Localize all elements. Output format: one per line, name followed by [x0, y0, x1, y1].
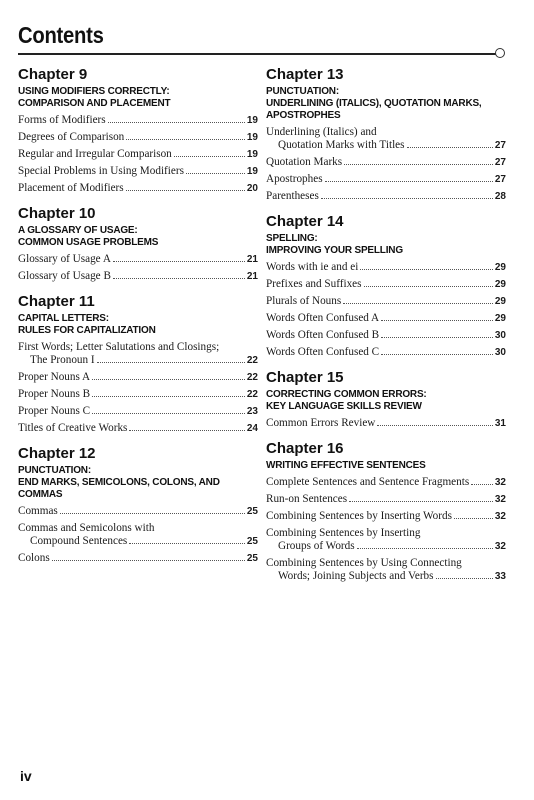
toc-entry-row	[18, 354, 258, 367]
toc-entry-text: Commas	[18, 505, 58, 517]
toc-entry-text: Words with ie and ei	[266, 261, 359, 273]
chapter-title: Chapter 15	[266, 369, 344, 386]
toc-entry[interactable]	[266, 510, 506, 523]
toc-entry-row	[266, 139, 506, 152]
toc-entry[interactable]	[266, 493, 506, 506]
toc-entry-page: 19	[246, 115, 258, 126]
toc-entry-page: 21	[246, 254, 258, 265]
toc-entry-text: Compound Sentences	[30, 535, 128, 547]
toc-entry-row	[266, 261, 506, 274]
toc-entry-text: The Pronoun I	[30, 354, 95, 366]
dot-leader	[92, 379, 245, 380]
dot-leader	[381, 320, 493, 321]
dot-leader	[129, 543, 245, 544]
toc-entry[interactable]	[266, 527, 506, 553]
chapter-subtitle-line: IMPROVING YOUR SPELLING	[266, 245, 403, 256]
toc-entry-first-line: Underlining (Italics) and	[266, 126, 377, 138]
chapter-subtitle-line: RULES FOR CAPITALIZATION	[18, 325, 156, 336]
chapter-section	[18, 445, 258, 565]
toc-entry-text: Common Errors Review	[266, 417, 376, 429]
toc-entry-page: 19	[246, 166, 258, 177]
dot-leader	[377, 425, 493, 426]
dot-leader	[113, 261, 245, 262]
toc-entry-page: 23	[246, 406, 258, 417]
toc-entry-row	[18, 182, 258, 195]
toc-entry-text: Special Problems in Using Modifiers	[18, 165, 184, 177]
dot-leader	[52, 560, 245, 561]
toc-entry[interactable]	[18, 422, 258, 435]
chapter-subtitle-line: WRITING EFFECTIVE SENTENCES	[266, 460, 426, 471]
chapter-subtitle	[266, 233, 506, 257]
chapter-subtitle	[18, 465, 258, 501]
toc-entry-text: Words; Joining Subjects and Verbs	[278, 570, 434, 582]
dot-leader	[92, 396, 245, 397]
toc-entry-row	[266, 312, 506, 325]
toc-entry-row	[18, 535, 258, 548]
toc-entry[interactable]	[266, 312, 506, 325]
toc-entry[interactable]	[18, 131, 258, 144]
dot-leader	[360, 269, 493, 270]
toc-entry-page: 22	[246, 355, 258, 366]
toc-entry-page: 27	[494, 157, 506, 168]
toc-entry[interactable]	[266, 278, 506, 291]
toc-entry-text: Apostrophes	[266, 173, 323, 185]
toc-entry-text: Proper Nouns C	[18, 405, 91, 417]
toc-entry[interactable]	[18, 253, 258, 266]
toc-entry-text: Groups of Words	[278, 540, 355, 552]
chapter-subtitle-line: COMMON USAGE PROBLEMS	[18, 237, 159, 248]
toc-entry-row	[266, 173, 506, 186]
dot-leader	[129, 430, 244, 431]
chapter-section	[266, 66, 506, 203]
dot-leader	[344, 164, 493, 165]
toc-entry-page: 32	[494, 541, 506, 552]
chapter-title: Chapter 10	[18, 205, 96, 222]
dot-leader	[92, 413, 245, 414]
toc-entry-row	[18, 422, 258, 435]
toc-entry-page: 32	[494, 494, 506, 505]
toc-entry-page: 28	[494, 191, 506, 202]
chapter-subtitle-line: UNDERLINING (ITALICS), QUOTATION MARKS,	[266, 98, 482, 109]
toc-entry-text: Quotation Marks	[266, 156, 343, 168]
dot-leader	[343, 303, 493, 304]
dot-leader	[364, 286, 493, 287]
toc-entry-text: Degrees of Comparison	[18, 131, 125, 143]
toc-entry-text: Prefixes and Suffixes	[266, 278, 362, 290]
chapter-subtitle-line: CORRECTING COMMON ERRORS:	[266, 389, 427, 400]
toc-entry-row	[18, 405, 258, 418]
toc-entry-row	[18, 552, 258, 565]
toc-entry-text: Regular and Irregular Comparison	[18, 148, 172, 160]
header-rule	[18, 53, 496, 55]
toc-entry-page: 24	[246, 423, 258, 434]
left-column	[18, 66, 258, 575]
page-title: Contents	[18, 22, 104, 48]
chapter-subtitle-line: KEY LANGUAGE SKILLS REVIEW	[266, 401, 422, 412]
toc-entry-row	[18, 165, 258, 178]
chapter-subtitle	[18, 225, 258, 249]
toc-entry-page: 19	[246, 149, 258, 160]
toc-entry-text: Glossary of Usage B	[18, 270, 111, 282]
toc-entry[interactable]	[18, 388, 258, 401]
toc-entry-row	[18, 388, 258, 401]
toc-entry-row	[266, 156, 506, 169]
toc-entry[interactable]	[18, 182, 258, 195]
toc-entry-text: Words Often Confused A	[266, 312, 380, 324]
page-header	[18, 22, 518, 48]
toc-entry-row	[18, 253, 258, 266]
chapter-subtitle-line: USING MODIFIERS CORRECTLY:	[18, 86, 170, 97]
dot-leader	[60, 513, 245, 514]
toc-entry-page: 31	[494, 418, 506, 429]
toc-entry-row	[18, 371, 258, 384]
toc-entry-text: Parentheses	[266, 190, 319, 202]
toc-entry-row	[266, 329, 506, 342]
dot-leader	[174, 156, 245, 157]
toc-entry-first-line: Commas and Semicolons with	[18, 522, 155, 534]
toc-entry[interactable]	[266, 346, 506, 359]
toc-entry-page: 19	[246, 132, 258, 143]
toc-entry-row	[266, 190, 506, 203]
chapter-subtitle-line: COMPARISON AND PLACEMENT	[18, 98, 171, 109]
toc-entry-text: Quotation Marks with Titles	[278, 139, 405, 151]
toc-entry-page: 29	[494, 296, 506, 307]
toc-entry-page: 25	[246, 553, 258, 564]
chapter-section	[18, 293, 258, 435]
toc-entry[interactable]	[266, 329, 506, 342]
dot-leader	[108, 122, 245, 123]
toc-entry-text: Complete Sentences and Sentence Fragments	[266, 476, 470, 488]
toc-entry-row	[266, 510, 506, 523]
toc-entry-row	[266, 476, 506, 489]
dot-leader	[381, 337, 493, 338]
toc-entry-first-line: Combining Sentences by Inserting	[266, 527, 421, 539]
chapter-section	[266, 369, 506, 430]
chapter-section	[266, 440, 506, 583]
toc-entry-row	[266, 346, 506, 359]
toc-entry[interactable]	[266, 295, 506, 308]
toc-entry-row	[18, 114, 258, 127]
toc-entry-row	[266, 278, 506, 291]
chapter-subtitle-line: END MARKS, SEMICOLONS, COLONS, AND COMMAS	[18, 477, 220, 500]
toc-entry[interactable]	[266, 476, 506, 489]
chapter-subtitle-line: A GLOSSARY OF USAGE:	[18, 225, 138, 236]
dot-leader	[97, 362, 245, 363]
chapter-subtitle-line: APOSTROPHES	[266, 110, 341, 121]
toc-entry-row	[18, 505, 258, 518]
chapter-subtitle-line: PUNCTUATION:	[18, 465, 91, 476]
toc-entry-row	[18, 131, 258, 144]
toc-entry-row	[18, 148, 258, 161]
toc-entry-text: Glossary of Usage A	[18, 253, 111, 265]
toc-entry-page: 22	[246, 389, 258, 400]
toc-entry-page: 32	[494, 511, 506, 522]
toc-entry-row	[18, 270, 258, 283]
toc-entry-page: 32	[494, 477, 506, 488]
chapter-title: Chapter 14	[266, 213, 344, 230]
toc-entry-page: 20	[246, 183, 258, 194]
chapter-subtitle-line: SPELLING:	[266, 233, 318, 244]
toc-entry[interactable]	[18, 165, 258, 178]
toc-entry-text: Run-on Sentences	[266, 493, 348, 505]
toc-entry[interactable]	[18, 114, 258, 127]
toc-entry-page: 27	[494, 174, 506, 185]
toc-entry[interactable]	[266, 190, 506, 203]
toc-entry[interactable]	[18, 148, 258, 161]
toc-entry-row	[266, 417, 506, 430]
toc-entry-page: 30	[494, 347, 506, 358]
toc-entry-page: 29	[494, 279, 506, 290]
dot-leader	[436, 578, 493, 579]
chapter-section	[18, 66, 258, 195]
toc-entry[interactable]	[18, 371, 258, 384]
toc-entry[interactable]	[18, 505, 258, 518]
toc-entry[interactable]	[266, 261, 506, 274]
toc-entry-first-line: First Words; Letter Salutations and Closings;	[18, 341, 220, 353]
toc-entry[interactable]	[18, 341, 258, 367]
chapter-title: Chapter 16	[266, 440, 344, 457]
toc-entry-first-line: Combining Sentences by Using Connecting	[266, 557, 462, 569]
header-rule-endcap	[495, 48, 505, 58]
chapter-section	[18, 205, 258, 283]
toc-entry[interactable]	[266, 156, 506, 169]
right-column	[266, 66, 506, 593]
toc-entry-text: Plurals of Nouns	[266, 295, 342, 307]
toc-entry-row	[266, 540, 506, 553]
toc-entry-text: Titles of Creative Works	[18, 422, 128, 434]
toc-entry-page: 30	[494, 330, 506, 341]
chapter-title: Chapter 9	[18, 66, 88, 83]
toc-entry-page: 25	[246, 536, 258, 547]
dot-leader	[407, 147, 493, 148]
chapter-subtitle	[18, 313, 258, 337]
chapter-subtitle	[266, 460, 506, 472]
dot-leader	[349, 501, 493, 502]
toc-entry-page: 25	[246, 506, 258, 517]
page-number: iv	[20, 768, 32, 784]
toc-entry-row	[266, 493, 506, 506]
toc-entry[interactable]	[266, 126, 506, 152]
chapter-subtitle	[266, 86, 506, 122]
chapter-subtitle-line: CAPITAL LETTERS:	[18, 313, 109, 324]
toc-entry[interactable]	[18, 552, 258, 565]
dot-leader	[113, 278, 245, 279]
dot-leader	[126, 139, 245, 140]
toc-entry[interactable]	[18, 522, 258, 548]
chapter-subtitle	[18, 86, 258, 110]
dot-leader	[321, 198, 493, 199]
toc-entry[interactable]	[266, 557, 506, 583]
toc-entry[interactable]	[18, 270, 258, 283]
toc-entry[interactable]	[266, 173, 506, 186]
toc-entry-text: Placement of Modifiers	[18, 182, 124, 194]
toc-entry-text: Forms of Modifiers	[18, 114, 106, 126]
toc-entry-text: Colons	[18, 552, 50, 564]
toc-entry-row	[266, 570, 506, 583]
toc-entry-page: 27	[494, 140, 506, 151]
chapter-subtitle-line: PUNCTUATION:	[266, 86, 339, 97]
dot-leader	[186, 173, 245, 174]
chapter-title: Chapter 13	[266, 66, 344, 83]
toc-entry-text: Words Often Confused C	[266, 346, 380, 358]
toc-entry-page: 29	[494, 262, 506, 273]
toc-entry-text: Proper Nouns B	[18, 388, 91, 400]
chapter-section	[266, 213, 506, 359]
dot-leader	[471, 484, 493, 485]
toc-entry-text: Words Often Confused B	[266, 329, 380, 341]
dot-leader	[325, 181, 493, 182]
chapter-title: Chapter 11	[18, 293, 95, 310]
dot-leader	[357, 548, 493, 549]
chapter-title: Chapter 12	[18, 445, 96, 462]
chapter-subtitle	[266, 389, 506, 413]
toc-entry[interactable]	[18, 405, 258, 418]
toc-entry[interactable]	[266, 417, 506, 430]
dot-leader	[126, 190, 245, 191]
toc-entry-page: 33	[494, 571, 506, 582]
toc-entry-text: Combining Sentences by Inserting Words	[266, 510, 452, 522]
dot-leader	[381, 354, 493, 355]
toc-entry-row	[266, 295, 506, 308]
dot-leader	[454, 518, 493, 519]
toc-entry-page: 21	[246, 271, 258, 282]
toc-entry-text: Proper Nouns A	[18, 371, 91, 383]
toc-entry-page: 29	[494, 313, 506, 324]
toc-entry-page: 22	[246, 372, 258, 383]
